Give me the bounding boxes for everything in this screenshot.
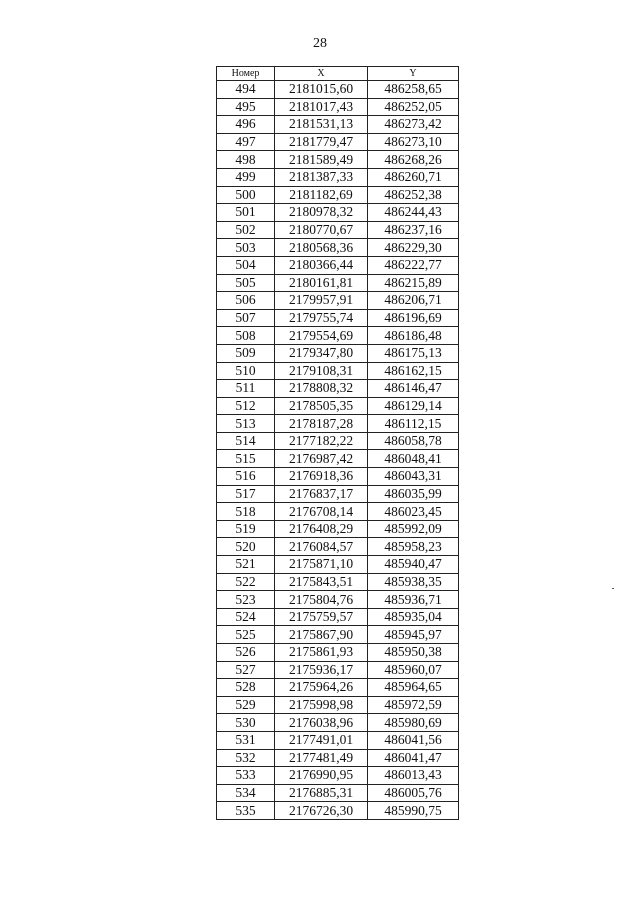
header-y: Y (368, 67, 459, 81)
cell-x: 2176885,31 (275, 784, 368, 802)
cell-number: 504 (217, 256, 275, 274)
cell-y: 486146,47 (368, 380, 459, 398)
table-row (217, 485, 459, 503)
table-row (217, 538, 459, 556)
cell-x: 2178808,32 (275, 380, 368, 398)
cell-number: 526 (217, 644, 275, 662)
cell-number: 519 (217, 520, 275, 538)
cell-x: 2178187,28 (275, 415, 368, 433)
coordinates-table (216, 66, 459, 820)
table-row (217, 503, 459, 521)
table-row (217, 644, 459, 662)
cell-y: 486162,15 (368, 362, 459, 380)
cell-x: 2176408,29 (275, 520, 368, 538)
cell-x: 2179108,31 (275, 362, 368, 380)
cell-x: 2175998,98 (275, 696, 368, 714)
cell-number: 530 (217, 714, 275, 732)
cell-number: 502 (217, 221, 275, 239)
cell-y: 486129,14 (368, 397, 459, 415)
cell-x: 2177491,01 (275, 731, 368, 749)
table-row (217, 520, 459, 538)
cell-number: 525 (217, 626, 275, 644)
table-row (217, 573, 459, 591)
cell-number: 512 (217, 397, 275, 415)
cell-x: 2181589,49 (275, 151, 368, 169)
table-row (217, 256, 459, 274)
cell-number: 501 (217, 204, 275, 222)
cell-x: 2177481,49 (275, 749, 368, 767)
cell-number: 506 (217, 292, 275, 310)
cell-number: 509 (217, 344, 275, 362)
table-row (217, 591, 459, 609)
header-number: Номер (217, 67, 275, 81)
table-row (217, 292, 459, 310)
cell-number: 529 (217, 696, 275, 714)
cell-y: 486215,89 (368, 274, 459, 292)
cell-y: 486041,56 (368, 731, 459, 749)
cell-y: 486196,69 (368, 309, 459, 327)
cell-number: 527 (217, 661, 275, 679)
table-row (217, 133, 459, 151)
cell-number: 516 (217, 468, 275, 486)
cell-y: 485945,97 (368, 626, 459, 644)
cell-y: 485992,09 (368, 520, 459, 538)
cell-x: 2176837,17 (275, 485, 368, 503)
cell-x: 2175861,93 (275, 644, 368, 662)
cell-y: 485980,69 (368, 714, 459, 732)
cell-x: 2178505,35 (275, 397, 368, 415)
stray-mark (612, 588, 614, 589)
table-row (217, 186, 459, 204)
cell-y: 485935,04 (368, 608, 459, 626)
cell-number: 495 (217, 98, 275, 116)
cell-y: 486206,71 (368, 292, 459, 310)
cell-y: 486273,42 (368, 116, 459, 134)
cell-number: 518 (217, 503, 275, 521)
cell-y: 485940,47 (368, 556, 459, 574)
cell-x: 2179957,91 (275, 292, 368, 310)
cell-x: 2179347,80 (275, 344, 368, 362)
cell-number: 497 (217, 133, 275, 151)
cell-y: 485938,35 (368, 573, 459, 591)
cell-y: 485960,07 (368, 661, 459, 679)
table-row (217, 221, 459, 239)
cell-number: 511 (217, 380, 275, 398)
cell-y: 485950,38 (368, 644, 459, 662)
cell-x: 2181531,13 (275, 116, 368, 134)
cell-number: 500 (217, 186, 275, 204)
cell-y: 485990,75 (368, 802, 459, 820)
cell-y: 485964,65 (368, 679, 459, 697)
table-row (217, 731, 459, 749)
cell-y: 486229,30 (368, 239, 459, 257)
cell-number: 505 (217, 274, 275, 292)
table-row (217, 204, 459, 222)
cell-number: 499 (217, 168, 275, 186)
table-row (217, 116, 459, 134)
cell-y: 486005,76 (368, 784, 459, 802)
cell-number: 494 (217, 81, 275, 99)
table-row (217, 556, 459, 574)
table-row (217, 626, 459, 644)
cell-number: 534 (217, 784, 275, 802)
cell-number: 510 (217, 362, 275, 380)
cell-number: 528 (217, 679, 275, 697)
cell-x: 2177182,22 (275, 432, 368, 450)
table-row (217, 168, 459, 186)
cell-y: 486237,16 (368, 221, 459, 239)
cell-y: 485972,59 (368, 696, 459, 714)
cell-y: 486252,38 (368, 186, 459, 204)
cell-number: 531 (217, 731, 275, 749)
table-row (217, 679, 459, 697)
cell-number: 507 (217, 309, 275, 327)
cell-x: 2181779,47 (275, 133, 368, 151)
cell-x: 2181182,69 (275, 186, 368, 204)
cell-number: 521 (217, 556, 275, 574)
table-row (217, 81, 459, 99)
cell-y: 486175,13 (368, 344, 459, 362)
cell-number: 496 (217, 116, 275, 134)
cell-number: 498 (217, 151, 275, 169)
table-row (217, 432, 459, 450)
cell-number: 508 (217, 327, 275, 345)
cell-y: 485936,71 (368, 591, 459, 609)
table-row (217, 767, 459, 785)
cell-x: 2179554,69 (275, 327, 368, 345)
cell-x: 2176990,95 (275, 767, 368, 785)
cell-x: 2181387,33 (275, 168, 368, 186)
table-row (217, 802, 459, 820)
table-row (217, 239, 459, 257)
cell-x: 2176726,30 (275, 802, 368, 820)
table-row (217, 98, 459, 116)
table-header-row (217, 67, 459, 81)
cell-x: 2181015,60 (275, 81, 368, 99)
cell-x: 2175871,10 (275, 556, 368, 574)
cell-y: 486058,78 (368, 432, 459, 450)
cell-y: 486112,15 (368, 415, 459, 433)
header-x: X (275, 67, 368, 81)
cell-number: 533 (217, 767, 275, 785)
table-row (217, 380, 459, 398)
cell-y: 486043,31 (368, 468, 459, 486)
table-row (217, 661, 459, 679)
table-row (217, 344, 459, 362)
cell-x: 2181017,43 (275, 98, 368, 116)
cell-number: 532 (217, 749, 275, 767)
cell-x: 2175964,26 (275, 679, 368, 697)
cell-number: 520 (217, 538, 275, 556)
cell-y: 486035,99 (368, 485, 459, 503)
cell-x: 2180568,36 (275, 239, 368, 257)
table-row (217, 784, 459, 802)
cell-y: 486023,45 (368, 503, 459, 521)
table-row (217, 714, 459, 732)
table-row (217, 696, 459, 714)
table-row (217, 274, 459, 292)
cell-x: 2176708,14 (275, 503, 368, 521)
cell-x: 2180770,67 (275, 221, 368, 239)
cell-number: 515 (217, 450, 275, 468)
cell-number: 513 (217, 415, 275, 433)
cell-y: 486252,05 (368, 98, 459, 116)
cell-x: 2179755,74 (275, 309, 368, 327)
cell-y: 486186,48 (368, 327, 459, 345)
cell-x: 2176987,42 (275, 450, 368, 468)
cell-y: 486048,41 (368, 450, 459, 468)
table-row (217, 468, 459, 486)
table-row (217, 608, 459, 626)
table-body (217, 81, 459, 820)
cell-x: 2180366,44 (275, 256, 368, 274)
table-row (217, 450, 459, 468)
cell-y: 486268,26 (368, 151, 459, 169)
cell-x: 2175867,90 (275, 626, 368, 644)
table-row (217, 749, 459, 767)
cell-y: 486260,71 (368, 168, 459, 186)
cell-y: 486222,77 (368, 256, 459, 274)
cell-y: 486041,47 (368, 749, 459, 767)
cell-number: 522 (217, 573, 275, 591)
table-row (217, 415, 459, 433)
cell-number: 514 (217, 432, 275, 450)
table-row (217, 327, 459, 345)
page-number: 28 (313, 36, 327, 51)
cell-number: 517 (217, 485, 275, 503)
cell-x: 2175843,51 (275, 573, 368, 591)
cell-x: 2180161,81 (275, 274, 368, 292)
cell-x: 2175759,57 (275, 608, 368, 626)
cell-y: 486273,10 (368, 133, 459, 151)
cell-number: 503 (217, 239, 275, 257)
cell-x: 2176084,57 (275, 538, 368, 556)
table-row (217, 397, 459, 415)
cell-number: 523 (217, 591, 275, 609)
cell-x: 2176918,36 (275, 468, 368, 486)
cell-y: 486258,65 (368, 81, 459, 99)
table-row (217, 309, 459, 327)
cell-y: 486244,43 (368, 204, 459, 222)
cell-number: 535 (217, 802, 275, 820)
cell-y: 485958,23 (368, 538, 459, 556)
cell-y: 486013,43 (368, 767, 459, 785)
table-row (217, 362, 459, 380)
cell-number: 524 (217, 608, 275, 626)
cell-x: 2180978,32 (275, 204, 368, 222)
table-row (217, 151, 459, 169)
cell-x: 2175936,17 (275, 661, 368, 679)
cell-x: 2176038,96 (275, 714, 368, 732)
cell-x: 2175804,76 (275, 591, 368, 609)
